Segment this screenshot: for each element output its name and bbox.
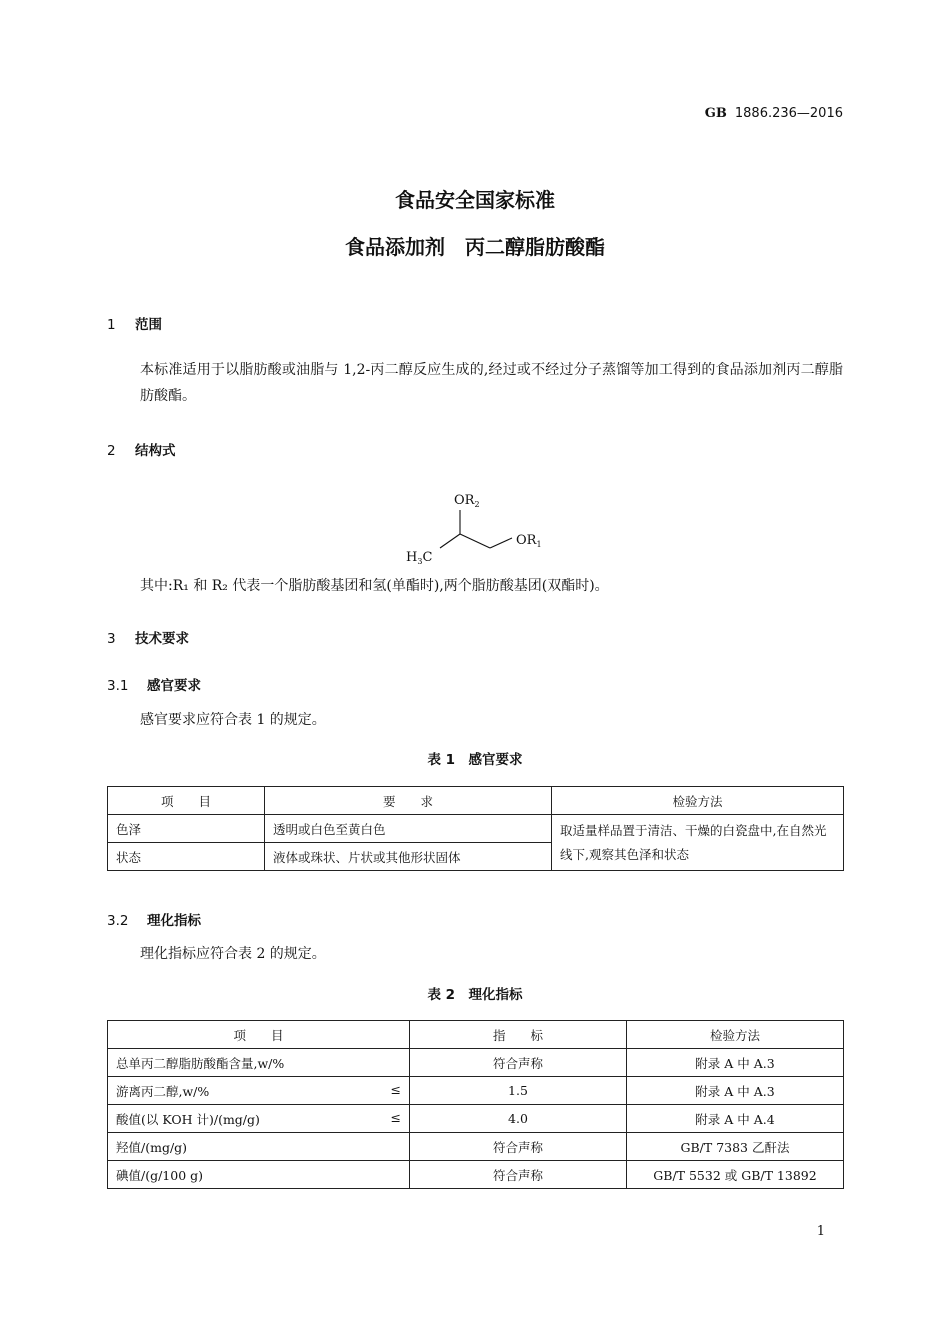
table-cell: 符合声称 (410, 1049, 627, 1077)
table-2-header: 项 目 (108, 1021, 410, 1049)
section-3-2-text: 理化指标应符合表 2 的规定。 (140, 946, 326, 962)
table-row (108, 1049, 844, 1077)
table-cell-method: 取适量样品置于清洁、干燥的白瓷盘中,在自然光线下,观察其色泽和状态 (552, 815, 844, 871)
table-2-header: 检验方法 (627, 1021, 844, 1049)
table-1-header: 项 目 (108, 787, 265, 815)
table-row (108, 815, 844, 843)
table-2-caption: 表 2 理化指标 (427, 987, 523, 1003)
table-cell: 附录 A 中 A.3 (627, 1049, 844, 1077)
table-row (108, 1161, 844, 1189)
table-cell: 色泽 (108, 815, 265, 843)
structural-formula (400, 482, 550, 568)
table-cell: 液体或珠状、片状或其他形状固体 (265, 843, 552, 871)
table-cell: 酸值(以 KOH 计)/(mg/g) ≤ (108, 1105, 410, 1133)
table-1-header: 要 求 (265, 787, 552, 815)
svg-text:OR2: $OR_2$ (454, 493, 480, 509)
table-1-caption: 表 1 感官要求 (427, 752, 523, 768)
standard-prefix: GB (704, 106, 727, 121)
table-cell: 1.5 (410, 1077, 627, 1105)
svg-text:H3C: $H_3C$ (406, 550, 433, 566)
table-2-header: 指 标 (410, 1021, 627, 1049)
table-cell: 4.0 (410, 1105, 627, 1133)
main-title: 食品安全国家标准 (395, 188, 555, 212)
table-cell: 总单丙二醇脂肪酸酯含量,w/% (108, 1049, 410, 1077)
table-row (108, 1077, 844, 1105)
table-cell: 附录 A 中 A.4 (627, 1105, 844, 1133)
table-cell: GB/T 7383 乙酐法 (627, 1133, 844, 1161)
section-3-2-heading: 3.2 理化指标 (107, 913, 201, 929)
table-row (108, 1105, 844, 1133)
section-1-text: 本标准适用于以脂肪酸或油脂与 1,2-丙二醇反应生成的,经过或不经过分子蒸馏等加工得到的食品添加剂丙二醇脂肪酸酯。 (140, 362, 843, 404)
section-2-heading: 2 结构式 (107, 443, 176, 459)
svg-text:OR1: $OR_1$ (516, 533, 542, 549)
section-1-heading: 1 范围 (107, 317, 162, 333)
table-cell: 碘值/(g/100 g) (108, 1161, 410, 1189)
right-group: OR (516, 533, 537, 548)
section-3-1-text: 感官要求应符合表 1 的规定。 (140, 712, 326, 728)
table-cell: 透明或白色至黄白色 (265, 815, 552, 843)
table-row (108, 1133, 844, 1161)
table-1 (107, 786, 844, 871)
table-cell: 符合声称 (410, 1161, 627, 1189)
page-number: 1 (816, 1224, 825, 1239)
standard-code (705, 106, 843, 121)
table-cell: 状态 (108, 843, 265, 871)
section-2-text: 其中:R₁ 和 R₂ 代表一个脂肪酸基团和氢(单酯时),两个脂肪酸基团(双酯时)。 (140, 578, 609, 594)
table-cell: 符合声称 (410, 1133, 627, 1161)
table-cell: 羟值/(mg/g) (108, 1133, 410, 1161)
standard-number: 1886.236—2016 (734, 106, 843, 121)
table-2 (107, 1020, 844, 1189)
table-cell: GB/T 5532 或 GB/T 13892 (627, 1161, 844, 1189)
section-3-1-heading: 3.1 感官要求 (107, 678, 201, 694)
left-group: H (406, 550, 418, 565)
top-group: OR (454, 493, 475, 508)
section-3-heading: 3 技术要求 (107, 631, 189, 647)
table-cell: 游离丙二醇,w/% ≤ (108, 1077, 410, 1105)
table-cell: 附录 A 中 A.3 (627, 1077, 844, 1105)
table-1-header: 检验方法 (552, 787, 844, 815)
sub-title: 食品添加剂 丙二醇脂肪酸酯 (345, 235, 605, 259)
